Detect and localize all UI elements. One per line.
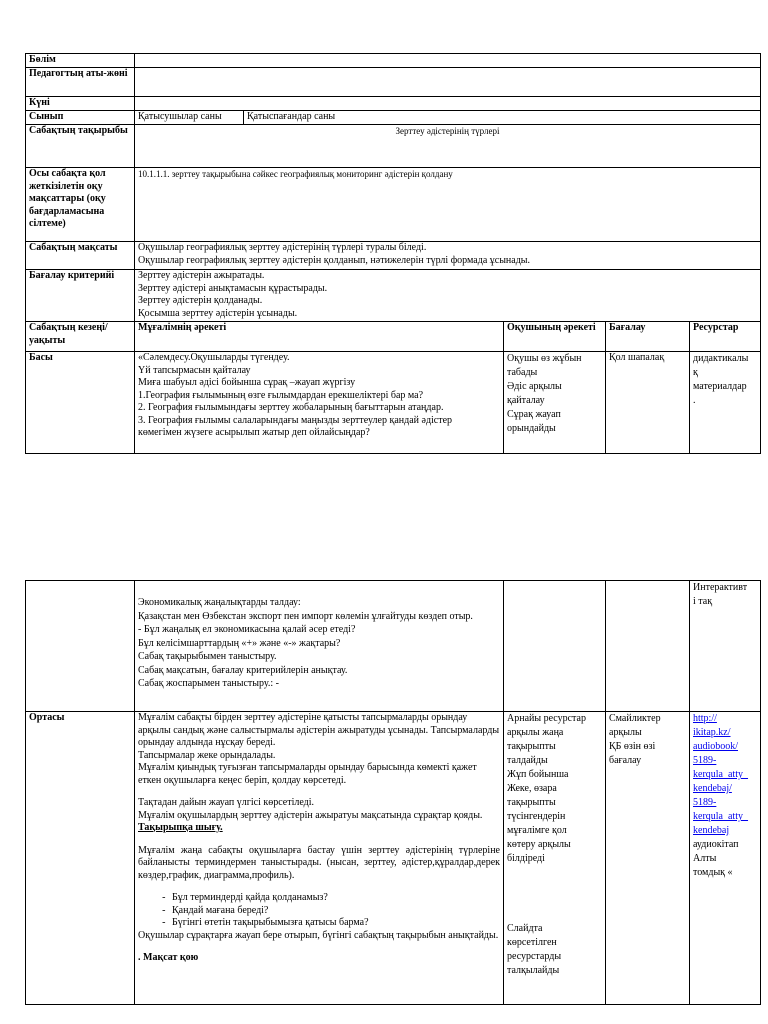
paragraph: Мұғалім жаңа сабақты оқушыларға бастау үшін зерттеу әдістерінің түрлеріне байланысты терминдермен таныстырады. (нысан, зерттеу, әдістер,құралдар,дерек көздер,график, диаграмма,профиль). — [138, 844, 500, 881]
topic-value: Зерттеу әдістерінің түрлері — [135, 125, 761, 168]
text-line: Әдіс арқылы — [507, 381, 562, 392]
text-line: талқылайды — [507, 965, 560, 976]
aim-line: Оқушылар географиялық зерттеу әдістерінің түрлері туралы біледі. — [138, 242, 427, 253]
header-teacher-action: Мұғалімнің әрекеті — [135, 322, 504, 352]
lesson-plan-table-continued — [25, 580, 761, 1005]
criteria-line: Зерттеу әдістерін қолданады. — [138, 295, 263, 306]
link-line[interactable]: 5189- — [693, 755, 717, 766]
text-line: 3. География ғылымы салаларындағы маңызды зерттеулер қандай әдістер — [138, 414, 453, 426]
text-line: Бұл келісімшарттардың «+» және «-» жақтары? — [138, 637, 341, 649]
criteria-line: Зерттеу әдістерін ажыратады. — [138, 270, 265, 281]
text-line: табады — [507, 367, 538, 378]
list-item: - Бүгінгі өтетін тақырыбымызға қатысы барма? — [168, 917, 500, 930]
row-teacher-name — [26, 68, 761, 97]
row-criteria — [26, 270, 761, 322]
middle-teacher-action — [135, 712, 504, 1005]
criteria-line: Зерттеу әдістері анықтамасын құрастырады. — [138, 282, 328, 294]
row-beginning — [26, 352, 761, 454]
topic-label: Сабақтың тақырыбы — [26, 125, 135, 168]
text-line: Алты — [693, 853, 717, 864]
text-line: Сабақ мақсатын, бағалау критерийлерін анықтау. — [138, 664, 348, 676]
text-line: Қазақстан мен Өзбекстан экспорт пен импорт көлемін ұлғайтуды көздеп отыр. — [138, 610, 473, 622]
text-line: і тақ — [693, 596, 713, 607]
row-learning-goals — [26, 168, 761, 242]
beginning-assessment: Қол шапалақ — [606, 352, 690, 454]
beginning-student-action — [504, 352, 606, 454]
row-topic — [26, 125, 761, 168]
text-line: көмегімен жүзеге асырылып жатыр деп ойлайсыңдар? — [138, 427, 370, 438]
absent-count-label: Қатыспағандар саны — [244, 111, 761, 125]
beginning-teacher-action — [135, 352, 504, 454]
text-line: Экономикалық жаңалықтарды талдау: — [138, 597, 301, 608]
text-line: 1.География ғылымының өзге ғылымдардан ерекшеліктері бар ма? — [138, 389, 424, 401]
text-line: Сабақ жоспарымен таныстыру.: - — [138, 678, 279, 689]
text-line: . — [693, 395, 696, 406]
text-line: Миға шабуыл әдісі бойынша сұрақ –жауап жүргізу — [138, 377, 356, 388]
date-value — [135, 97, 761, 111]
row-headers — [26, 322, 761, 352]
list-item: - Бұл терминдерді қайда қолданамыз? — [168, 892, 500, 905]
question-list — [138, 892, 500, 930]
section-heading: Тақырыпқа шығу. — [138, 822, 223, 833]
middle-assessment — [606, 712, 690, 1005]
continued-student-action — [504, 581, 606, 712]
lesson-aim-label: Сабақтың мақсаты — [26, 242, 135, 270]
text-line: көрсетілген — [507, 937, 557, 948]
text-line: Сұрақ жауап — [507, 409, 561, 420]
text-line: аудиокітап — [693, 839, 739, 850]
text-line: Смайликтер — [609, 713, 661, 724]
link-line[interactable]: kerqula_atty_ — [693, 769, 748, 780]
link-line[interactable]: ikitap.kz/ — [693, 727, 731, 738]
criteria-line: Қосымша зерттеу әдістерін ұсынады. — [138, 307, 298, 319]
text-line: томдық « — [693, 867, 733, 878]
text-line: - Бұл жаңалық ел экономикасына қалай әсер етеді? — [138, 624, 356, 635]
header-resources: Ресурстар — [690, 322, 761, 352]
text-line: Жұп бойынша — [507, 769, 569, 780]
paragraph: Мұғалім сабақты бірден зерттеу әдістеріне қатысты тапсырмаларды орындау арқылы сандық және салыстырмалы әдістерін ажыратуды ұсынады. Тапсырмаларды орындау алдында нұсқау береді. — [138, 712, 500, 748]
text-line: арқылы — [609, 727, 642, 738]
text-line: тақырыпты — [507, 741, 556, 752]
link-line[interactable]: kendebaj — [693, 825, 730, 836]
text-line: орындайды — [507, 423, 556, 434]
paragraph: Мұғалім оқушылардың зерттеу әдістерін ажыратуы мақсатында сұрақтар қояды. — [138, 809, 483, 821]
beginning-resources — [690, 352, 761, 454]
date-label: Күні — [26, 97, 135, 111]
bolim-value — [135, 54, 761, 68]
text-line: Арнайы ресурстар — [507, 713, 586, 724]
criteria-label: Бағалау критерийі — [26, 270, 135, 322]
text-line: Слайдта — [507, 923, 543, 934]
text-line: Сабақ тақырыбымен таныстыру. — [138, 651, 277, 662]
text-line: ҚБ өзін өзі — [609, 741, 656, 752]
link-line[interactable]: audiobook/ — [693, 741, 738, 752]
teacher-name-value — [135, 68, 761, 97]
text-line: мұғалімге қол — [507, 825, 567, 836]
continued-resources — [690, 581, 761, 712]
link-line[interactable]: 5189- — [693, 797, 717, 808]
text-line: білдіреді — [507, 853, 545, 864]
text-line: арқылы жаңа — [507, 727, 564, 738]
lesson-aim-value — [135, 242, 761, 270]
row-date — [26, 97, 761, 111]
row-middle — [26, 712, 761, 1005]
row-class — [26, 111, 761, 125]
paragraph: Тапсырмалар жеке орындалады. — [138, 749, 276, 761]
text-line: бағалау — [609, 755, 642, 766]
present-count-label: Қатысушылар саны — [135, 111, 244, 125]
text-line: дидактикалы — [693, 353, 749, 364]
aim-line: Оқушылар географиялық зерттеу әдістерін қолданып, нәтижелерін түрлі формада ұсынады. — [138, 254, 531, 266]
paragraph: Оқушылар сұрақтарға жауап бере отырып, бүгінгі сабақтың тақырыбын анықтайды. — [138, 929, 499, 941]
text-line: Интерактивт — [693, 582, 748, 593]
learning-goals-label: Осы сабақта қол жеткізілетін оқу мақсаттары (оқу бағдарламасына сілтеме) — [26, 168, 135, 242]
teacher-name-label: Педагогтың аты-жөні — [26, 68, 135, 97]
text-line: материалдар — [693, 381, 747, 392]
text-line: ресурстарды — [507, 951, 562, 962]
stage-beginning: Басы — [26, 352, 135, 454]
header-stage: Сабақтың кезеңі/ уақыты — [26, 322, 135, 352]
learning-goals-value: 10.1.1.1. зерттеу тақырыбына сәйкес географиялық мониторинг әдістерін қолдану — [135, 168, 761, 242]
row-beginning-continued — [26, 581, 761, 712]
middle-student-action — [504, 712, 606, 1005]
lesson-plan-table-top — [25, 53, 761, 454]
list-item: - Қандай мағана береді? — [168, 905, 500, 918]
audiobook-link[interactable] — [693, 712, 757, 838]
header-assessment: Бағалау — [606, 322, 690, 352]
text-line: 2. География ғылымындағы зерттеу жобаларының бағыттарын атаңдар. — [138, 402, 444, 413]
link-line[interactable]: kerqula_atty_ — [693, 811, 748, 822]
criteria-value — [135, 270, 761, 322]
class-label: Сынып — [26, 111, 135, 125]
paragraph: Мұғалім қиындық туғызған тапсырмаларды орындау барысында көмекті қажет еткен оқушыларға кеңес беріп, қолдау көрсетеді. — [138, 762, 477, 786]
link-line[interactable]: http:// — [693, 713, 717, 724]
text-line: түсінгендерін — [507, 811, 566, 822]
text-line: «Сәлемдесу.Оқушыларды түгендеу. — [138, 352, 290, 363]
text-line: Үй тапсырмасын қайталау — [138, 364, 251, 376]
text-line: талдайды — [507, 755, 548, 766]
text-line: қ — [693, 367, 698, 378]
text-line: көтеру арқылы — [507, 839, 571, 850]
aim-heading: . Мақсат қою — [138, 952, 199, 963]
row-bolim — [26, 54, 761, 68]
stage-empty — [26, 581, 135, 712]
middle-resources — [690, 712, 761, 1005]
link-line[interactable]: kendebaj/ — [693, 783, 732, 794]
text-line: Оқушы өз жұбын — [507, 353, 582, 364]
continued-assessment — [606, 581, 690, 712]
text-line: тақырыпты — [507, 797, 556, 808]
stage-middle: Ортасы — [26, 712, 135, 1005]
text-line: Жеке, өзара — [507, 783, 557, 794]
header-student-action: Оқушының әрекеті — [504, 322, 606, 352]
text-line: қайталау — [507, 395, 545, 406]
paragraph: Тақтадан дайын жауап үлгісі көрсетіледі. — [138, 797, 315, 808]
continued-teacher-action — [135, 581, 504, 712]
bolim-label: Бөлім — [26, 54, 135, 68]
row-lesson-aim — [26, 242, 761, 270]
